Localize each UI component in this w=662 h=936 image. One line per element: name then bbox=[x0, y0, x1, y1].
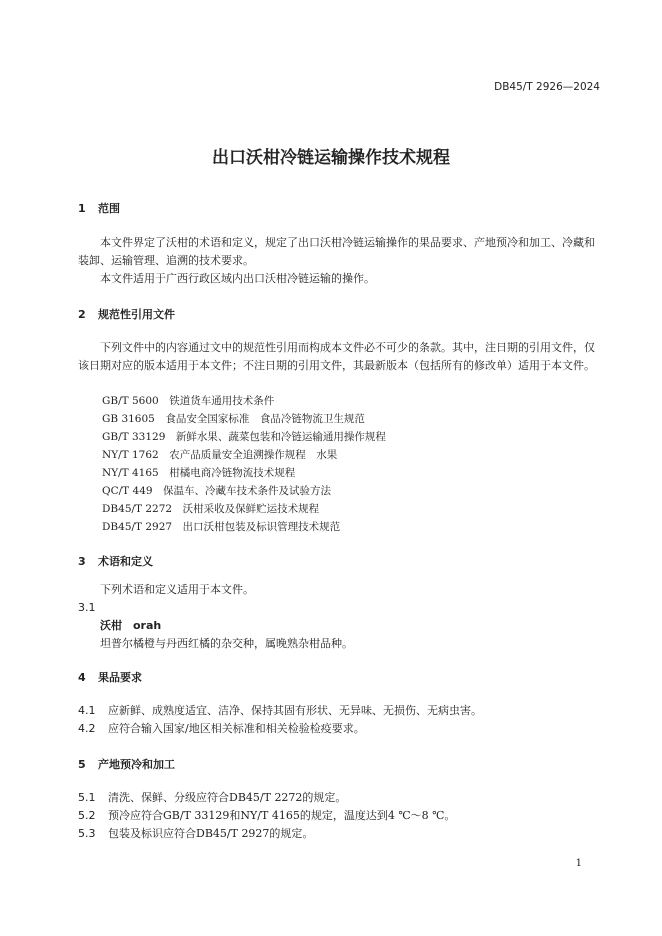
item-number: 4.2 bbox=[78, 722, 96, 735]
section-title: 产地预冷和加工 bbox=[98, 758, 175, 771]
reference-item: NY/T 4165 柑橘电商冷链物流技术规程 bbox=[102, 467, 296, 479]
reference-item: DB45/T 2927 出口沃柑包装及标识管理技术规范 bbox=[102, 521, 341, 533]
requirement-item bbox=[78, 720, 365, 738]
item-text: 预冷应符合GB/T 33129和NY/T 4165的规定，温度达到4 ℃～8 ℃。 bbox=[108, 809, 456, 822]
item-number: 5.1 bbox=[78, 791, 96, 804]
term-number: 3.1 bbox=[78, 601, 96, 614]
reference-item: QC/T 449 保温车、冷藏车技术条件及试验方法 bbox=[102, 485, 332, 497]
section-title: 术语和定义 bbox=[98, 555, 153, 568]
section-number: 3 bbox=[78, 555, 86, 568]
section-number: 1 bbox=[78, 202, 86, 215]
section-title: 规范性引用文件 bbox=[98, 308, 175, 321]
reference-item: GB/T 5600 铁道货车通用技术条件 bbox=[102, 395, 275, 407]
reference-item: GB/T 33129 新鲜水果、蔬菜包装和冷链运输通用操作规程 bbox=[102, 431, 386, 443]
section-1-paragraph-2: 本文件适用于广西行政区域内出口沃柑冷链运输的操作。 bbox=[100, 272, 375, 285]
section-title: 范围 bbox=[98, 202, 120, 215]
requirement-item bbox=[78, 702, 482, 720]
document-title: 出口沃柑冷链运输操作技术规程 bbox=[212, 148, 450, 168]
section-number: 2 bbox=[78, 308, 86, 321]
section-5-heading bbox=[78, 756, 175, 772]
requirement-item bbox=[78, 825, 313, 843]
section-4-heading bbox=[78, 669, 142, 685]
reference-item: NY/T 1762 农产品质量安全追溯操作规程 水果 bbox=[102, 449, 338, 461]
section-number: 5 bbox=[78, 758, 86, 771]
item-text: 应符合输入国家/地区相关标准和相关检验检疫要求。 bbox=[108, 722, 365, 735]
reference-item: DB45/T 2272 沃柑采收及保鲜贮运技术规程 bbox=[102, 503, 320, 515]
section-1-paragraph-1: 本文件界定了沃柑的术语和定义，规定了出口沃柑冷链运输操作的果品要求、产地预冷和加工、冷藏和装卸、运输管理、追溯的技术要求。 bbox=[78, 236, 595, 267]
item-number: 4.1 bbox=[78, 704, 96, 717]
item-text: 包装及标识应符合DB45/T 2927的规定。 bbox=[108, 827, 314, 840]
section-3-heading bbox=[78, 553, 153, 569]
section-title: 果品要求 bbox=[98, 671, 142, 684]
term-definition: 坦普尔橘橙与丹西红橘的杂交种，属晚熟杂柑品种。 bbox=[100, 637, 353, 650]
item-text: 清洗、保鲜、分级应符合DB45/T 2272的规定。 bbox=[108, 791, 347, 804]
requirement-item bbox=[78, 807, 455, 825]
reference-item: GB 31605 食品安全国家标准 食品冷链物流卫生规范 bbox=[102, 413, 365, 425]
section-1-heading bbox=[78, 200, 120, 216]
item-number: 5.3 bbox=[78, 827, 96, 840]
section-3-paragraph-1: 下列术语和定义适用于本文件。 bbox=[100, 583, 254, 596]
document-code: DB45/T 2926—2024 bbox=[494, 81, 600, 93]
item-text: 应新鲜、成熟度适宜、洁净、保持其固有形状、无异味、无损伤、无病虫害。 bbox=[108, 704, 482, 717]
section-number: 4 bbox=[78, 671, 86, 684]
item-number: 5.2 bbox=[78, 809, 96, 822]
page-number: 1 bbox=[575, 858, 582, 869]
section-2-heading bbox=[78, 306, 175, 322]
section-2-paragraph-1: 下列文件中的内容通过文中的规范性引用而构成本文件必不可少的条款。其中，注日期的引用文件，仅该日期对应的版本适用于本文件；不注日期的引用文件，其最新版本（包括所有的修改单）适用于本文件。 bbox=[78, 341, 595, 372]
term-name: 沃柑 orah bbox=[100, 619, 162, 632]
requirement-item bbox=[78, 789, 346, 807]
